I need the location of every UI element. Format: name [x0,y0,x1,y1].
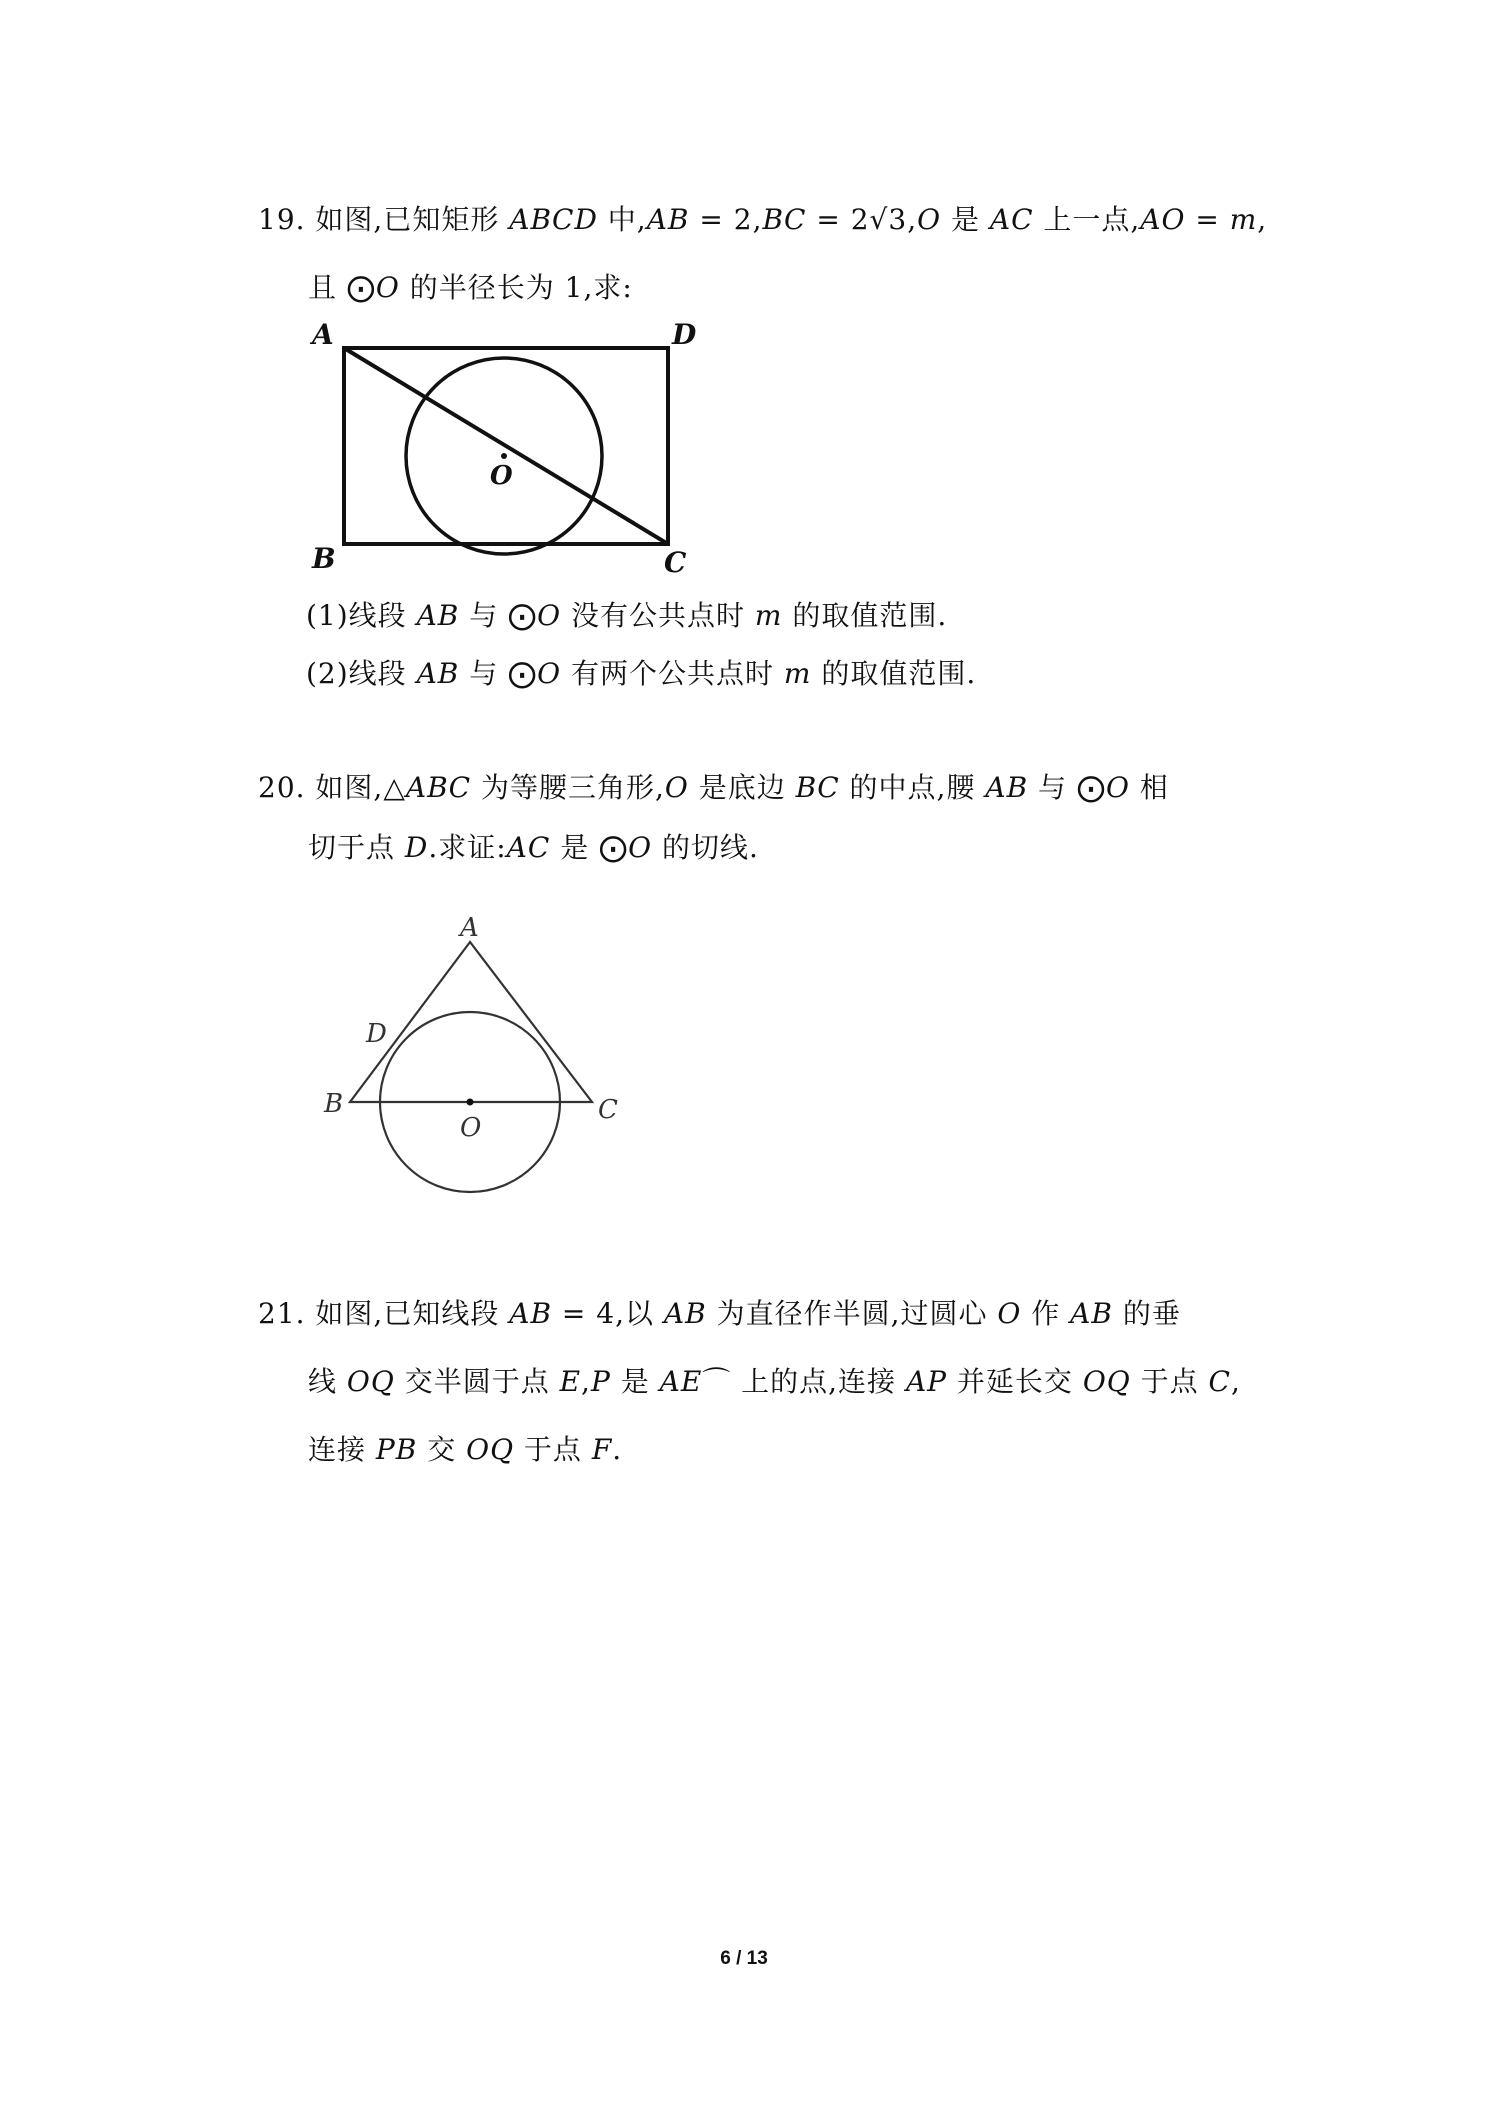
q20-line-2: 切于点 𝐷.求证:𝐴𝐶 是 ⨀𝑂 的切线. [308,831,759,864]
q19-sub-2: (2)线段 𝐴𝐵 与 ⨀𝑂 有两个公共点时 𝑚 的取值范围. [306,657,977,690]
q19-sub-1: (1)线段 𝐴𝐵 与 ⨀𝑂 没有公共点时 𝑚 的取值范围. [306,599,948,632]
diagonal-ac [344,348,668,544]
q19-line-1: 19. 如图,已知矩形 𝐴𝐵𝐶𝐷 中,𝐴𝐵 = 2,𝐵𝐶 = 2√3,𝑂 是 𝐴𝐶 上一点,𝐴𝑂 = 𝑚, [258,203,1268,236]
center-o-dot [501,453,507,459]
label-c: C [598,1095,618,1125]
label-b: B [324,1089,344,1119]
label-d: D [672,318,697,351]
label-b: B [312,542,336,575]
q20-figure [310,900,640,1220]
label-a: A [460,913,479,943]
label-a: A [312,318,334,351]
page-number: 6 / 13 [720,1948,768,1969]
q21-line-1: 21. 如图,已知线段 𝐴𝐵 = 4,以 𝐴𝐵 为直径作半圆,过圆心 𝑂 作 𝐴𝐵 的垂 [258,1297,1181,1330]
q19-figure [300,310,720,580]
label-o: O [490,461,513,491]
label-d: D [366,1019,387,1049]
center-o-dot [467,1099,474,1106]
q21-line-3: 连接 𝑃𝐵 交 𝑂𝑄 于点 𝐹. [308,1433,623,1466]
q21-line-2: 线 𝑂𝑄 交半圆于点 𝐸,𝑃 是 𝐴𝐸⌒ 上的点,连接 𝐴𝑃 并延长交 𝑂𝑄 于点 𝐶, [308,1365,1241,1398]
q20-line-1: 20. 如图,△𝐴𝐵𝐶 为等腰三角形,𝑂 是底边 𝐵𝐶 的中点,腰 𝐴𝐵 与 ⨀𝑂 相 [258,771,1169,804]
label-c: C [664,546,687,579]
label-o: O [460,1113,482,1143]
q19-line-2: 且 ⨀𝑂 的半径长为 1,求: [308,271,633,304]
